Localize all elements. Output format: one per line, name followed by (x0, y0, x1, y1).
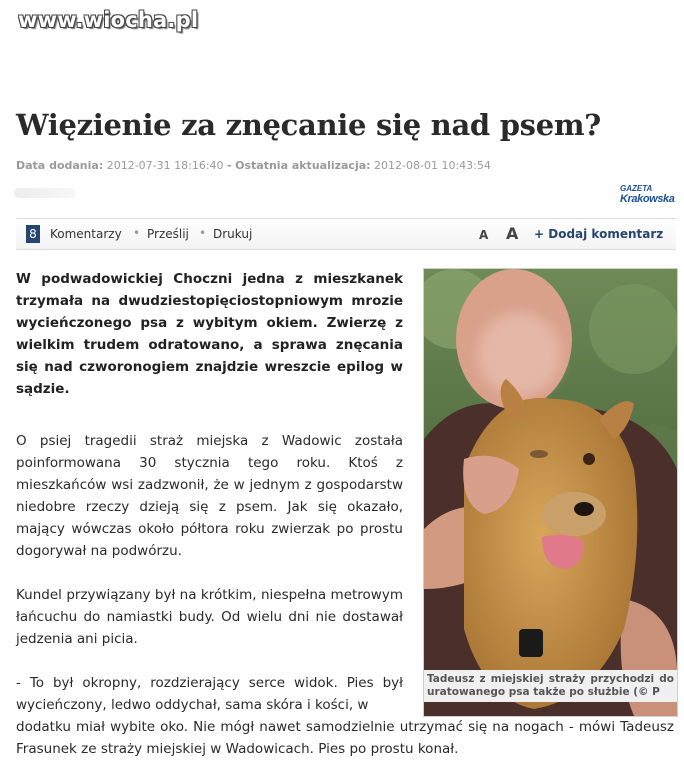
gazeta-krakowska-logo[interactable] (620, 184, 676, 204)
last-update-label: Ostatnia aktualizacja: (235, 159, 371, 172)
toolbar-bullet-icon: • (199, 226, 207, 240)
share-link[interactable]: Prześlij (147, 227, 189, 241)
font-decrease-button[interactable]: A (479, 228, 489, 242)
article-photo[interactable] (423, 268, 678, 717)
article-meta (16, 159, 491, 172)
print-link[interactable]: Drukuj (213, 227, 253, 241)
article-paragraph: - To był okropny, rozdzierający serce widok. Pies był wycieńczony, ledwo oddychał, sama skóra i kości, w (16, 675, 403, 713)
blurred-author-line (14, 188, 76, 198)
logo-line-2: Krakowska (620, 193, 675, 205)
photo-caption: Tadeusz z miejskiej straży przychodzi do uratowanego psa także po służbie (© P (424, 670, 677, 702)
date-added-value: 2012-07-31 18:16:40 (106, 159, 224, 172)
logo-line-1: GAZETA (620, 184, 653, 193)
watermark: www.wiocha.pl (18, 8, 199, 32)
add-comment-button[interactable]: + Dodaj komentarz (534, 227, 664, 241)
comments-link[interactable]: Komentarzy (50, 227, 122, 241)
man-with-dog-image (424, 269, 677, 716)
date-added-label: Data dodania: (16, 159, 104, 172)
toolbar-bullet-icon: • (133, 226, 141, 240)
article-title: Więzienie za znęcanie się nad psem? (16, 108, 601, 142)
comment-count-badge[interactable]: 8 (26, 225, 40, 243)
font-increase-button[interactable]: A (506, 224, 519, 243)
article-paragraph-continuation: dodatku miał wybite oko. Nie mógł nawet samodzielnie utrzymać się na nogach - mówi Tadeusz Frasunek ze straży miejskiej w Wadowicach. Pies po prostu konał. (16, 719, 674, 757)
meta-separator: - (227, 159, 232, 172)
article-paragraph: O psiej tragedii straż miejska z Wadowic została poinformowana 30 stycznia tego roku. Ktoś z mieszkańców wsi zadzwonił, że w jednym z gospodarstw niedobre rzeczy dzieją się z psem. Jak się okazało, mający wówczas około półtora roku zwierzak po prostu dogorywał na podwórzu. (16, 433, 403, 559)
article-toolbar (16, 218, 676, 250)
last-update-value: 2012-08-01 10:43:54 (374, 159, 491, 172)
article-lead: W podwadowickiej Choczni jedna z mieszkanek trzymała na dwudziestopięciostopniowym mrozie wycieńczonego psa z wybitym okiem. Zwierzę z wielkim trudem odratowano, a sprawa znęcania się nad czworonogiem znajdzie wreszcie epilog w sądzie. (16, 271, 403, 397)
article-paragraph: Kundel przywiązany był na krótkim, niespełna metrowym łańcuchu do namiastki budy. Od wielu dni nie dostawał jedzenia ani picia. (16, 587, 403, 647)
